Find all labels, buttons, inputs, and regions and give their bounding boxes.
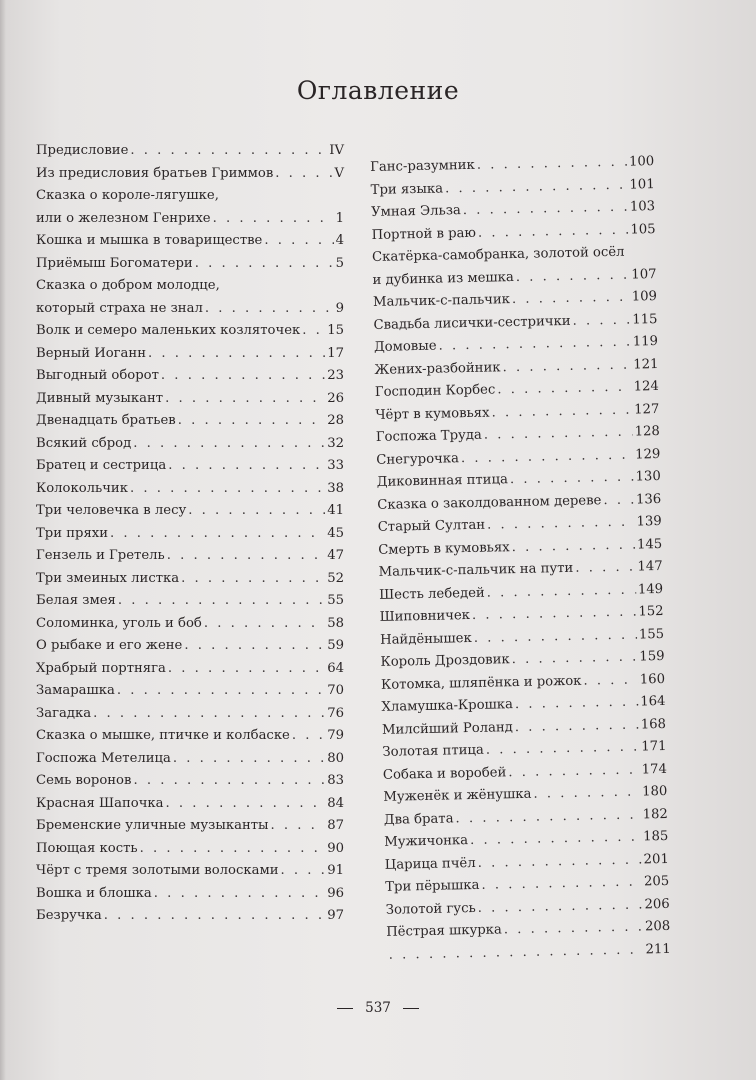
toc-entry-title: Найдёнышек [379,630,472,648]
toc-leader-dots [110,523,325,546]
toc-entry [36,883,344,906]
toc-entry-page: 119 [632,334,659,350]
toc-entry [36,185,344,230]
page-number-footer [0,1000,756,1016]
toc-entry-title: Свадьба лисички-сестрички [373,313,571,333]
toc-entry-title: Двенадцать братьев [36,413,176,428]
toc-entry-title: Пёстрая шкурка [386,922,502,940]
toc-entry-title: Три пряхи [36,525,108,541]
toc-entry [36,793,344,816]
toc-entry [386,938,670,966]
toc-leader-dots [168,658,325,681]
toc-leader-dots [533,781,640,806]
toc-entry-page: 87 [327,818,344,833]
toc-entry-title: Хламушка-Крошка [381,697,514,715]
toc-entry-page: 26 [327,390,344,406]
toc-right-column [370,151,671,967]
toc-leader-dots [302,320,325,343]
footer-dash-right [403,1008,419,1009]
toc-leader-dots [292,725,325,748]
toc-entry-title: Семь воронов [36,773,132,788]
toc-leader-dots [118,590,325,613]
toc-leader-dots [271,815,326,838]
toc-leader-dots [148,343,325,366]
toc-entry-title: Белая змея [36,593,116,608]
toc-entry [36,860,344,883]
toc-entry-title: Старый Султан [377,517,486,535]
toc-entry-row [36,545,344,568]
toc-leader-dots [491,399,632,424]
toc-entry-page: 208 [644,918,671,935]
toc-entry-title: Три человечка в лесу [36,503,187,518]
toc-entry-page: 1 [335,210,344,226]
toc-entry-row [36,433,344,456]
toc-entry-row [36,388,344,411]
toc-leader-dots [168,455,325,478]
toc-entry-row [36,815,344,838]
toc-entry-title: Ганс-разумник [370,157,475,175]
toc-leader-dots [104,905,326,928]
toc-entry-title: Снегурочка [376,450,460,468]
toc-entry-row [36,658,344,681]
toc-entry-page: 52 [327,570,344,586]
toc-entry-row [36,860,344,883]
toc-entry-page: 47 [327,548,344,563]
toc-entry-title: Котомка, шляпёнка и рожок [380,673,582,693]
toc-entry-row [36,883,344,906]
toc-entry-page: 139 [636,513,662,530]
toc-entry-row [36,410,344,433]
toc-entry [372,241,657,292]
toc-entry-row [36,725,344,748]
toc-entry-row [36,793,344,816]
toc-entry-title: Портной в раю [371,225,477,243]
toc-leader-dots [477,152,628,178]
toc-leader-dots [583,669,638,693]
toc-entry-row [36,703,344,726]
toc-entry [36,568,344,591]
toc-entry-row [36,613,344,636]
toc-entry [36,275,344,320]
toc-entry-page: 32 [327,435,344,451]
toc-entry-title: Предисловие [36,143,129,158]
toc-entry-page: 160 [639,671,666,687]
toc-entry-title: Золотой гусь [385,900,476,918]
toc-left-column [36,140,344,928]
toc-entry-row [36,230,344,253]
toc-entry-page: 211 [645,941,671,957]
toc-entry-page: 64 [327,660,344,676]
toc-entry-page: 182 [642,806,668,822]
toc-entry-page: 4 [335,233,344,248]
toc-entry [36,680,344,703]
toc-entry [36,635,344,658]
toc-entry [36,905,344,928]
page-number: 537 [365,1000,391,1016]
toc-entry-title: и дубинка из мешка [372,269,514,288]
toc-entry-page: 115 [632,311,658,328]
toc-entry-page: 83 [327,773,344,788]
toc-entry-row [36,523,344,546]
toc-entry [36,545,344,568]
toc-entry [36,410,344,433]
toc-leader-dots [478,219,629,245]
toc-entry-page: 205 [643,873,670,890]
toc-entry [36,703,344,726]
toc-entry-title: Мужичонка [384,833,469,850]
toc-entry-page: 55 [327,593,344,608]
toc-leader-dots [515,714,639,739]
toc-entry-page: 159 [639,648,665,665]
toc-leader-dots [572,309,630,333]
toc-entry-row [386,938,670,966]
toc-leader-dots [486,579,636,605]
toc-entry-title: Чёрт в кумовьях [375,405,490,423]
toc-entry-page: 174 [641,761,668,777]
toc-leader-dots [511,647,637,672]
toc-entry [36,815,344,838]
toc-entry-row [36,455,344,478]
toc-leader-dots [511,534,635,559]
toc-entry-title: Господин Корбес [374,382,496,400]
toc-entry-page: 136 [635,491,662,508]
toc-entry-page: 129 [634,446,661,463]
toc-leader-dots [130,478,325,501]
toc-entry-title: Гензель и Гретель [36,548,165,563]
toc-entry-page: 97 [327,908,344,923]
toc-leader-dots [173,748,325,771]
toc-entry [36,523,344,546]
toc-leader-dots [264,230,333,253]
toc-leader-dots [154,883,325,906]
toc-entry-page: 124 [633,379,660,395]
toc-entry-page: V [334,165,344,181]
toc-leader-dots [161,365,325,388]
toc-entry [36,613,344,636]
toc-entry-title-line1: Скатёрка-самобранка, золотой осёл [371,244,625,265]
toc-entry-page: 103 [629,199,656,215]
toc-entry-page: 59 [327,638,344,653]
toc-entry [36,748,344,771]
toc-leader-dots [487,512,635,538]
toc-entry-page: 152 [638,603,664,620]
toc-entry-row [36,838,344,861]
toc-entry-row [36,365,344,388]
toc-entry-title: Диковинная птица [376,472,509,490]
toc-leader-dots [481,871,642,897]
toc-entry-title: Золотая птица [382,742,484,760]
toc-leader-dots [167,545,326,568]
toc-leader-dots [281,860,326,883]
toc-entry-title: Муженёк и жёнушка [383,786,532,805]
toc-entry-title: Кошка и мышка в товариществе [36,233,263,248]
toc-leader-dots [184,635,325,658]
toc-entry-page: 79 [327,728,344,743]
toc-leader-dots [140,838,326,861]
toc-leader-dots [504,916,644,941]
toc-entry-page: 38 [327,480,344,496]
page-title: Оглавление [296,76,460,105]
toc-entry-title: или о железном Генрихе [36,210,211,226]
toc-entry [36,770,344,793]
toc-entry-title: Вошка и блошка [36,885,152,901]
toc-entry-row [36,905,344,928]
toc-entry-title: Два брата [383,810,454,828]
toc-entry-page: 58 [327,615,344,631]
toc-entry-page: 23 [327,368,344,383]
toc-entry-row [36,163,344,186]
toc-entry [36,658,344,681]
toc-entry-title: Волк и семеро маленьких козляточек [36,323,301,338]
toc-entry [36,838,344,861]
toc-entry [36,725,344,748]
toc-entry-page: 168 [640,716,667,732]
toc-entry-row [36,343,344,366]
toc-entry-title: Госпожа Метелица [36,750,171,766]
toc-leader-dots [502,354,631,379]
toc-entry-row [36,635,344,658]
footer-dash-left [337,1008,353,1009]
toc-entry [36,230,344,253]
toc-entry-title: Домовые [373,338,437,355]
toc-entry-title: Смерть в кумовьях [378,539,510,558]
toc-entry-title: Шиповничек [379,608,471,625]
toc-entry-title: Красная Шапочка [36,795,164,811]
toc-leader-dots [512,287,630,312]
toc-entry-row [36,680,344,703]
toc-entry-page: 17 [327,345,344,361]
toc-entry-page: 128 [634,423,660,440]
toc-entry-title-line1: Сказка о добром молодце, [36,278,220,293]
toc-entry [36,140,344,163]
toc-leader-dots [510,467,634,492]
toc-entry-page: 76 [327,705,344,721]
toc-entry-title: Верный Иоганн [36,345,146,361]
toc-leader-dots [508,759,640,784]
toc-entry-title: Братец и сестрица [36,458,167,473]
toc-entry-title: Дивный музыкант [36,390,164,406]
toc-entry-title: Царица пчёл [384,855,476,873]
page-gutter-shadow [0,0,6,1080]
toc-entry-row [36,320,344,343]
toc-entry-title: Храбрый портняга [36,660,166,676]
toc-entry-page: 45 [327,525,344,541]
toc-entry-title: который страха не знал [36,300,203,316]
toc-entry [36,455,344,478]
toc-entry-row [36,590,344,613]
toc-entry [36,320,344,343]
toc-entry [36,163,344,186]
toc-leader-dots [484,422,633,448]
toc-entry-page: 80 [327,750,344,766]
toc-entry-title: Три пёрышка [385,877,480,895]
toc-entry-title: Чёрт с тремя золотыми волосками [36,863,279,878]
toc-entry-page: 96 [327,885,344,901]
toc-entry-row [36,478,344,501]
toc-entry-title: Приёмыш Богоматери [36,255,193,271]
toc-entry-page: 180 [642,783,668,800]
toc-entry [36,388,344,411]
toc-entry-title: Загадка [36,705,92,721]
toc-entry [36,365,344,388]
toc-entry-page: 206 [644,896,670,912]
toc-entry [36,433,344,456]
toc-entry-page: 171 [641,738,667,755]
toc-entry [36,590,344,613]
toc-entry-title: Всякий сброд [36,435,132,451]
toc-entry-row [36,500,344,523]
toc-entry-page: 41 [327,503,344,518]
toc-entry [36,500,344,523]
toc-leader-dots [497,377,632,402]
toc-entry-page: 90 [327,840,344,856]
toc-leader-dots [178,410,326,433]
toc-leader-dots [166,793,326,816]
toc-leader-dots [516,264,630,289]
toc-entry-title: Безручка [36,908,102,923]
toc-leader-dots [388,939,643,967]
toc-entry-page: 201 [643,851,669,867]
toc-leader-dots [195,253,334,276]
toc-leader-dots [204,613,325,636]
toc-entry-page: 127 [634,401,660,418]
toc-entry-title: Сказка о мышке, птичке и колбаске [36,728,290,743]
toc-entry-page: 5 [335,255,344,271]
toc-entry-row [36,253,344,276]
toc-entry-page: 105 [630,221,656,238]
toc-entry-page: 70 [327,683,344,698]
toc-leader-dots [575,557,636,581]
toc-leader-dots [130,140,327,163]
toc-leader-dots [275,163,332,186]
toc-entry-page: 101 [629,176,655,193]
toc-entry [36,253,344,276]
toc-entry-title: Сказка о заколдованном дереве [377,492,602,513]
toc-entry-title: Три языка [370,180,444,198]
toc-entry-row [36,568,344,591]
toc-entry-page: 149 [637,581,664,597]
toc-entry-title: Колокольчик [36,480,128,496]
toc-entry-row [36,748,344,771]
toc-entry-title: О рыбаке и его жене [36,638,183,653]
toc-entry-page: 155 [638,626,665,642]
toc-entry-title: Мальчик-с-пальчик [372,292,511,310]
toc-entry-title: Жених-разбойник [374,359,501,378]
toc-entry-page: 28 [327,413,344,428]
toc-leader-dots [603,489,634,512]
toc-leader-dots [181,568,325,591]
toc-entry-page: 145 [636,536,663,552]
toc-leader-dots [117,680,325,703]
toc-entry-page: 107 [631,266,657,283]
toc-entry-title: Поющая кость [36,840,138,856]
toc-leader-dots [93,703,325,726]
toc-entry-page: 100 [628,154,655,170]
toc-leader-dots [165,388,325,411]
toc-entry-title: Умная Эльза [371,203,461,220]
toc-entry-page: 164 [640,693,666,710]
toc-leader-dots [486,736,640,762]
toc-entry-row [36,140,344,163]
toc-entry-title: Милсйший Роланд [381,719,513,738]
toc-entry-page: 130 [635,468,661,485]
toc-entry-page: 84 [327,795,344,811]
toc-entry-title: Из предисловия братьев Гриммов [36,165,274,181]
toc-leader-dots [133,770,325,793]
toc-leader-dots [515,692,639,717]
toc-leader-dots [213,208,334,231]
toc-entry-title-line1: Сказка о короле-лягушке, [36,188,219,203]
toc-leader-dots [205,298,334,321]
toc-entry-page: 9 [335,300,344,316]
toc-entry-title: Шесть лебедей [379,585,485,603]
toc-entry-page: 147 [637,558,663,575]
toc-entry [36,478,344,501]
toc-entry [36,343,344,366]
toc-entry-title: Собака и воробей [382,764,507,783]
toc-entry-title: Выгодный оборот [36,368,159,383]
toc-leader-dots [188,500,325,523]
toc-entry-title: Мальчик-с-пальчик на пути [378,560,574,580]
toc-entry-title: Бременские уличные музыканты [36,818,269,833]
toc-entry-title: Король Дроздовик [380,652,510,670]
toc-entry-page: 109 [631,289,658,305]
toc-leader-dots [133,433,325,456]
toc-entry-page: 91 [327,863,344,878]
toc-entry-row [36,298,344,321]
toc-entry-row [36,208,344,231]
toc-entry-page: IV [329,143,344,158]
toc-entry-title: Замарашка [36,683,115,698]
toc-entry-page: 15 [327,323,344,338]
toc-entry-title: Три змеиных листка [36,570,180,586]
toc-entry-page: 185 [642,828,669,845]
toc-entry-row [36,770,344,793]
toc-entry-title: Госпожа Труда [375,427,482,445]
toc-entry-title: Соломинка, уголь и боб [36,615,202,631]
toc-entry-page: 33 [327,458,344,473]
toc-entry-page: 121 [633,356,659,373]
